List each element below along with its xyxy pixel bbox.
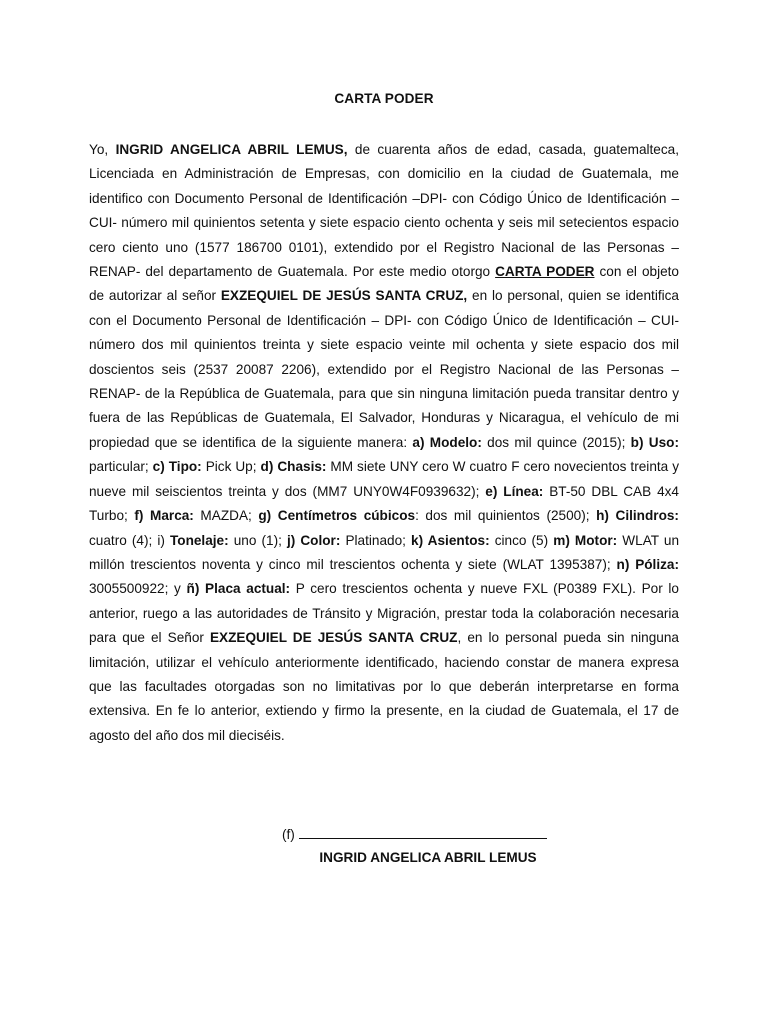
text-segment: en lo personal, quien se identifica con el Documento Personal de Identificación – DPI- con Código Único de Identificación – CUI- número dos mil quinientos treinta y siete espacio veinte mil ochenta y siete espacio dos mil doscientos seis (2537 20087 2206), extendido por el Registro Nacional de las Personas – RENAP- de la República de Guatemala, para que sin ninguna limitación pueda transitar dentro y fuera de las Repúblicas de Guatemala, El Salvador, Honduras y Nicaragua, el vehículo de mi propiedad que se identifica de la siguiente manera: xyxy=(89,288,679,450)
bold-text-segment: INGRID ANGELICA ABRIL LEMUS, xyxy=(115,142,348,157)
text-segment: de cuarenta años de edad, casada, guatemalteca, Licenciada en Administración de Empresas, con domicilio en la ciudad de Guatemala, me identifico con Documento Personal de Identificación –DPI- con Código Único de Identificación –CUI- número mil quinientos setenta y siete espacio ciento ochenta y seis mil setecientos espacio cero ciento uno (1577 186700 0101), extendido por el Registro Nacional de las Personas – RENAP- del departamento de Guatemala. Por este medio otorgo xyxy=(89,142,679,280)
text-segment: dos mil quince (2015); xyxy=(481,434,631,450)
text-segment: WLAT un millón trescientos noventa y cinco mil trescientos ochenta y siete (WLAT 1395387); xyxy=(89,532,680,572)
bold-text-segment: e) Línea: xyxy=(485,483,544,499)
bold-text-segment: CARTA PODER xyxy=(495,264,595,280)
signature-line xyxy=(299,826,547,839)
text-segment: Platinado; xyxy=(340,532,412,548)
text-segment: 3005500922; y xyxy=(89,581,187,597)
bold-text-segment: k) Asientos: xyxy=(411,532,490,548)
text-segment: P cero trescientos ochenta y nueve FXL (P0389 FXL). Por lo anterior, ruego a las autoridades de Tránsito y Migración, prestar toda la colaboración necesaria para que el Señor xyxy=(89,581,679,646)
text-segment: cuatro (4); i) xyxy=(89,532,170,548)
bold-text-segment: g) Centímetros cúbicos xyxy=(258,508,416,524)
bold-text-segment: f) Marca: xyxy=(134,508,194,524)
bold-text-segment: Tonelaje: xyxy=(169,532,229,548)
bold-text-segment: h) Cilindros: xyxy=(596,508,679,524)
bold-text-segment: EXZEQUIEL DE JESÚS SANTA CRUZ xyxy=(209,630,458,646)
bold-text-segment: EXZEQUIEL DE JESÚS SANTA CRUZ, xyxy=(220,288,468,304)
document-body xyxy=(89,138,679,748)
text-segment: Yo, xyxy=(89,142,116,157)
bold-text-segment: b) Uso: xyxy=(630,434,679,450)
signature-prefix: (f) xyxy=(282,827,295,842)
bold-text-segment: d) Chasis: xyxy=(260,459,327,475)
bold-text-segment: m) Motor: xyxy=(553,532,618,548)
bold-text-segment: ñ) Placa actual: xyxy=(186,581,291,597)
text-segment: uno (1); xyxy=(228,532,287,548)
text-segment: particular; xyxy=(89,459,153,475)
text-segment: MM siete UNY cero W cuatro F cero novecientos treinta y nueve mil seiscientos treinta y dos (MM7 UNY0W4F0939632); xyxy=(89,459,679,499)
text-segment: : dos mil quinientos (2500); xyxy=(415,508,597,524)
bold-text-segment: c) Tipo: xyxy=(152,459,202,475)
bold-text-segment: n) Póliza: xyxy=(616,556,679,572)
bold-text-segment: a) Modelo: xyxy=(412,434,482,450)
text-segment: , en lo personal pueda sin ninguna limitación, utilizar el vehículo anteriormente identificado, haciendo constar de manera expresa que las facultades otorgadas son no limitativas por lo que deberán interpretarse en forma extensiva. En fe lo anterior, extiendo y firmo la presente, en la ciudad de Guatemala, el 17 de agosto del año dos mil dieciséis. xyxy=(89,630,679,743)
document-title: CARTA PODER xyxy=(334,91,434,106)
signature-block xyxy=(282,826,547,842)
signer-name: INGRID ANGELICA ABRIL LEMUS xyxy=(319,850,537,865)
text-segment: Pick Up; xyxy=(201,459,261,475)
bold-text-segment: j) Color: xyxy=(286,532,341,548)
text-segment: con el objeto de autorizar al señor xyxy=(89,264,679,304)
text-segment: MAZDA; xyxy=(193,508,259,524)
text-segment: cinco (5) xyxy=(489,532,554,548)
text-segment: BT-50 DBL CAB 4x4 Turbo; xyxy=(89,483,679,524)
